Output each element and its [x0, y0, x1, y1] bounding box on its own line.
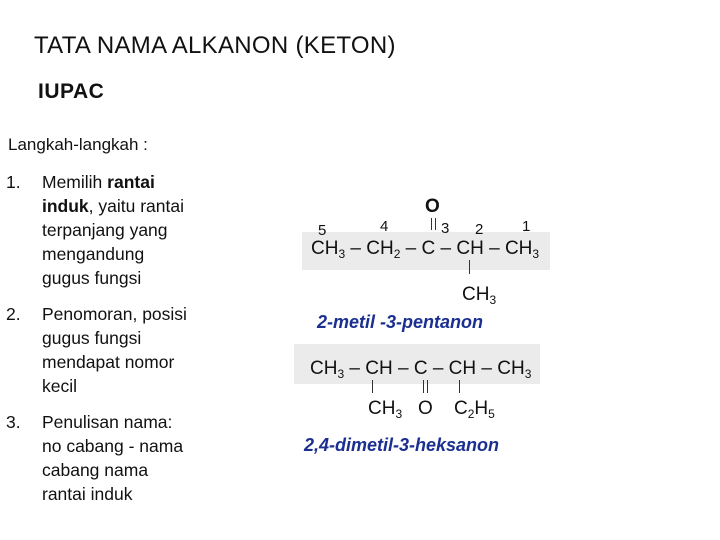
carbon-number: 2	[475, 221, 484, 238]
step-number: 1.	[6, 172, 21, 192]
step-text: Penomoran, posisi	[42, 304, 187, 324]
subtitle: IUPAC	[38, 80, 105, 103]
step-text: mendapat nomor	[42, 352, 175, 372]
branch-ethyl: $C_2H_5$	[454, 398, 495, 421]
step-text-bold: rantai	[107, 172, 155, 192]
step-text: no cabang - nama	[42, 436, 184, 456]
step-text: gugus fungsi	[42, 268, 142, 288]
page-title: TATA NAMA ALKANON (KETON)	[34, 32, 396, 59]
step-text: rantai induk	[42, 484, 133, 504]
branch-bond-line	[372, 380, 373, 393]
intro-text: Langkah-langkah :	[8, 135, 148, 154]
step-text: mengandung	[42, 244, 145, 264]
step-text: gugus fungsi	[42, 328, 142, 348]
step-number: 3.	[6, 412, 21, 432]
step-text: kecil	[42, 376, 78, 396]
carbon-number: 3	[441, 220, 450, 237]
main-chain-formula: $CH_3$ – CH – C – CH – $CH_3$	[310, 358, 532, 381]
double-bond-line	[435, 218, 436, 230]
step-text: Penulisan nama:	[42, 412, 173, 432]
branch-bond-line	[469, 260, 470, 274]
double-bond-line	[427, 380, 428, 393]
branch-bond-line	[459, 380, 460, 393]
step-number: 2.	[6, 304, 21, 324]
double-bond-line	[423, 380, 424, 393]
step-text: Memilih	[42, 172, 108, 192]
compound-name: 2,4-dimetil-3-heksanon	[304, 435, 500, 455]
carbon-number: 1	[522, 218, 531, 235]
main-chain-formula: $CH_3 - CH_2$ – C – CH – $CH_3$	[311, 238, 540, 261]
carbonyl-oxygen: O	[425, 196, 440, 217]
compound-name: 2-metil -3-pentanon	[317, 312, 484, 332]
carbonyl-oxygen: O	[418, 398, 433, 419]
double-bond-line	[431, 218, 432, 230]
step-text: terpanjang yang	[42, 220, 168, 240]
step-text: cabang nama	[42, 460, 149, 480]
branch-methyl: $CH_3$	[368, 398, 403, 421]
carbon-number: 4	[380, 218, 389, 235]
branch-methyl: $CH_3$	[462, 284, 497, 307]
carbon-number: 5	[318, 222, 327, 239]
step-text: , yaitu rantai	[88, 196, 184, 216]
step-text-bold: induk	[42, 196, 89, 216]
